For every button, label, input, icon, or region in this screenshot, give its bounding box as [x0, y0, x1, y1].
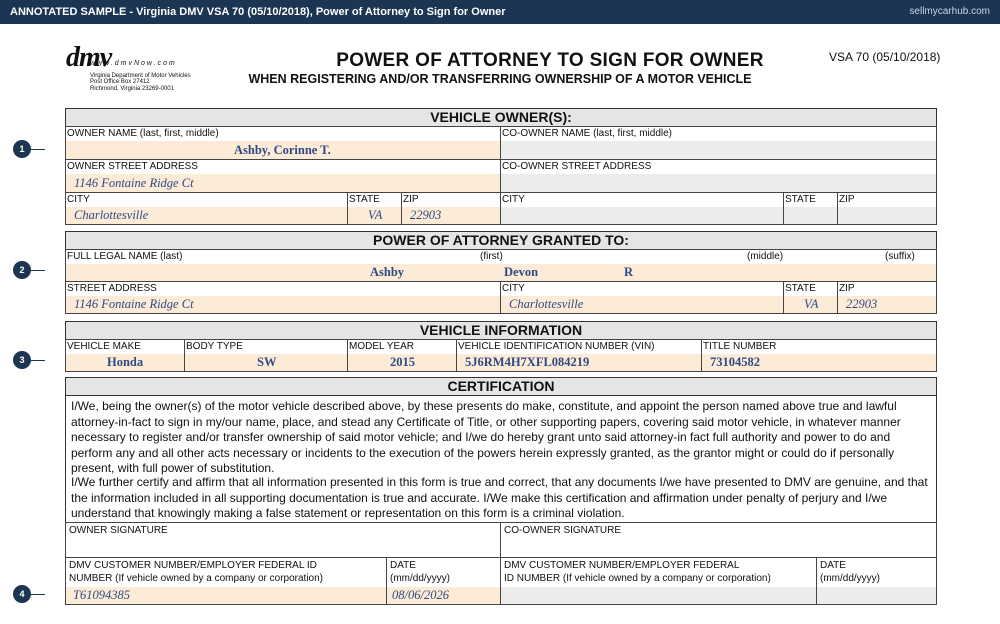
owner-zip-value: 22903 — [410, 208, 442, 222]
coowner-date-label-line1: DATE — [820, 560, 846, 571]
owner-dmv-number-value: T61094385 — [73, 588, 130, 602]
owner-street-label: OWNER STREET ADDRESS — [67, 161, 198, 172]
coowner-dmv-number-label-line1: DMV CUSTOMER NUMBER/EMPLOYER FEDERAL — [504, 560, 740, 571]
dmv-logo-mark: dmv — [66, 42, 112, 73]
poa-middle-value: R — [624, 265, 634, 279]
coowner-zip-label: ZIP — [839, 194, 855, 205]
owner-zip-label: ZIP — [403, 194, 419, 205]
dmv-address-line: Richmond, Virginia 23269-0001 — [90, 85, 174, 92]
coowner-state-field[interactable] — [783, 192, 838, 225]
body-type-field[interactable] — [184, 339, 348, 372]
owner-state-field[interactable] — [347, 192, 402, 225]
owner-city-label: CITY — [67, 194, 90, 205]
owner-date-label-line1: DATE — [390, 560, 416, 571]
dmv-address-line: Post Office Box 27412 — [90, 79, 150, 86]
poa-state-field[interactable] — [783, 281, 838, 314]
owner-name-label: OWNER NAME (last, first, middle) — [67, 128, 219, 139]
owner-street-value: 1146 Fontaine Ridge Ct — [74, 176, 194, 190]
owner-signature-label: OWNER SIGNATURE — [69, 525, 168, 536]
coowner-date-field[interactable] — [816, 557, 937, 605]
annotation-marker-4: 4 — [13, 585, 31, 603]
poa-state-label: STATE — [785, 283, 816, 294]
poa-state-value: VA — [804, 297, 819, 311]
annotation-marker-line — [31, 360, 45, 361]
body-type-value: SW — [257, 355, 277, 369]
poa-suffix-label: (suffix) — [885, 251, 915, 262]
title-number-field[interactable] — [701, 339, 937, 372]
poa-street-field[interactable] — [65, 281, 501, 314]
poa-heading: POWER OF ATTORNEY GRANTED TO: — [65, 231, 937, 250]
owner-dmv-number-field[interactable] — [65, 557, 387, 605]
coowner-state-label: STATE — [785, 194, 816, 205]
vehicle-make-value: Honda — [107, 355, 144, 369]
coowner-street-field[interactable] — [500, 159, 937, 193]
title-number-value: 73104582 — [710, 355, 760, 369]
vin-label: VEHICLE IDENTIFICATION NUMBER (VIN) — [458, 341, 655, 352]
poa-last-label: FULL LEGAL NAME (last) — [67, 251, 183, 262]
annotation-marker-line — [31, 270, 45, 271]
certification-paragraph-2: I/We further certify and affirm that all information presented in this form is true and correct, that any documents I/we have presented to DMV are genuine, and that the information included in all supporting documentation is true and accurate. I/We make this certification and affirmation under penalty of perjury and I/we understand that knowingly making a false statement or representation on this form is a criminal violation. — [71, 475, 928, 521]
owner-name-field[interactable] — [65, 126, 501, 160]
annotation-marker-2: 2 — [13, 261, 31, 279]
poa-last-value: Ashby — [370, 265, 405, 279]
annotation-marker-line — [31, 594, 45, 595]
annotation-marker-line — [31, 149, 45, 150]
owner-date-field[interactable] — [386, 557, 501, 605]
model-year-value: 2015 — [390, 355, 415, 369]
coowner-date-label-line2: (mm/dd/yyyy) — [820, 573, 880, 584]
dmv-address — [90, 73, 191, 92]
poa-zip-field[interactable] — [837, 281, 937, 314]
owner-city-value: Charlottesville — [74, 208, 149, 222]
poa-name-field[interactable] — [65, 249, 937, 282]
coowner-name-field[interactable] — [500, 126, 937, 160]
owner-dmv-number-label-line2: NUMBER (If vehicle owned by a company or corporation) — [69, 573, 323, 584]
coowner-zip-field[interactable] — [837, 192, 937, 225]
poa-city-value: Charlottesville — [509, 297, 584, 311]
annotation-marker-1: 1 — [13, 140, 31, 158]
owners-heading: VEHICLE OWNER(S): — [65, 108, 937, 127]
poa-zip-label: ZIP — [839, 283, 855, 294]
poa-first-value: Devon — [504, 265, 539, 279]
coowner-street-label: CO-OWNER STREET ADDRESS — [502, 161, 652, 172]
coowner-dmv-number-field[interactable] — [500, 557, 817, 605]
coowner-city-field[interactable] — [500, 192, 784, 225]
form-number: VSA 70 (05/10/2018) — [829, 50, 941, 64]
vehicle-make-label: VEHICLE MAKE — [67, 341, 141, 352]
owner-date-label-line2: (mm/dd/yyyy) — [390, 573, 450, 584]
certification-heading: CERTIFICATION — [65, 377, 937, 396]
poa-first-label: (first) — [480, 251, 503, 262]
vin-field[interactable] — [456, 339, 702, 372]
coowner-name-label: CO-OWNER NAME (last, first, middle) — [502, 128, 673, 139]
form-title: POWER OF ATTORNEY TO SIGN FOR OWNER — [336, 50, 764, 71]
poa-city-field[interactable] — [500, 281, 784, 314]
coowner-city-label: CITY — [502, 194, 525, 205]
owner-signature-field[interactable] — [65, 522, 501, 558]
body-type-label: BODY TYPE — [186, 341, 243, 352]
dmv-logo — [66, 42, 226, 98]
model-year-label: MODEL YEAR — [349, 341, 415, 352]
form-subtitle: WHEN REGISTERING AND/OR TRANSFERRING OWNERSHIP OF A MOTOR VEHICLE — [248, 72, 752, 86]
owner-state-value: VA — [368, 208, 383, 222]
banner-site-link[interactable]: sellmycarhub.com — [909, 6, 990, 17]
owner-city-field[interactable] — [65, 192, 348, 225]
coowner-signature-field[interactable] — [500, 522, 937, 558]
dmv-logo-url: www.dmvNow.com — [90, 60, 177, 67]
vehicle-make-field[interactable] — [65, 339, 185, 372]
annotation-marker-3: 3 — [13, 351, 31, 369]
banner-title: ANNOTATED SAMPLE - Virginia DMV VSA 70 (05/10/2018), Power of Attorney to Sign for Owner — [10, 6, 506, 18]
vehicle-heading: VEHICLE INFORMATION — [65, 321, 937, 340]
owner-name-value: Ashby, Corinne T. — [234, 143, 331, 157]
poa-middle-label: (middle) — [747, 251, 784, 262]
certification-paragraph-1: I/We, being the owner(s) of the motor vehicle described above, by these presents do make, constitute, and appoint the person named above true and lawful attorney-in-fact to sign in my/our name, place, and stead any Certificate of Title, or other supporting papers, covering said motor vehicle, in whatever manner necessary to register and/or transfer ownership of said motor vehicle; and I/we do hereby grant unto said attorney-in fact full authority and power to do and perform any and all other acts necessary or incidents to the execution of the powers herein expressly granted, as the grantor might or could do if personally present, with full power of substitution. — [71, 399, 901, 476]
vin-value: 5J6RM4H7XFL084219 — [465, 355, 590, 369]
owner-date-value: 08/06/2026 — [392, 588, 449, 602]
owner-street-field[interactable] — [65, 159, 501, 193]
poa-zip-value: 22903 — [846, 297, 878, 311]
poa-city-label: CITY — [502, 283, 525, 294]
owner-dmv-number-label-line1: DMV CUSTOMER NUMBER/EMPLOYER FEDERAL ID — [69, 560, 317, 571]
coowner-signature-label: CO-OWNER SIGNATURE — [504, 525, 622, 536]
poa-street-label: STREET ADDRESS — [67, 283, 157, 294]
title-number-label: TITLE NUMBER — [703, 341, 777, 352]
owner-state-label: STATE — [349, 194, 380, 205]
owner-zip-field[interactable] — [401, 192, 501, 225]
model-year-field[interactable] — [347, 339, 457, 372]
poa-street-value: 1146 Fontaine Ridge Ct — [74, 297, 194, 311]
top-banner — [0, 0, 1000, 24]
coowner-dmv-number-label-line2: ID NUMBER (If vehicle owned by a company or corporation) — [504, 573, 771, 584]
dmv-address-line: Virginia Department of Motor Vehicles — [90, 73, 191, 79]
